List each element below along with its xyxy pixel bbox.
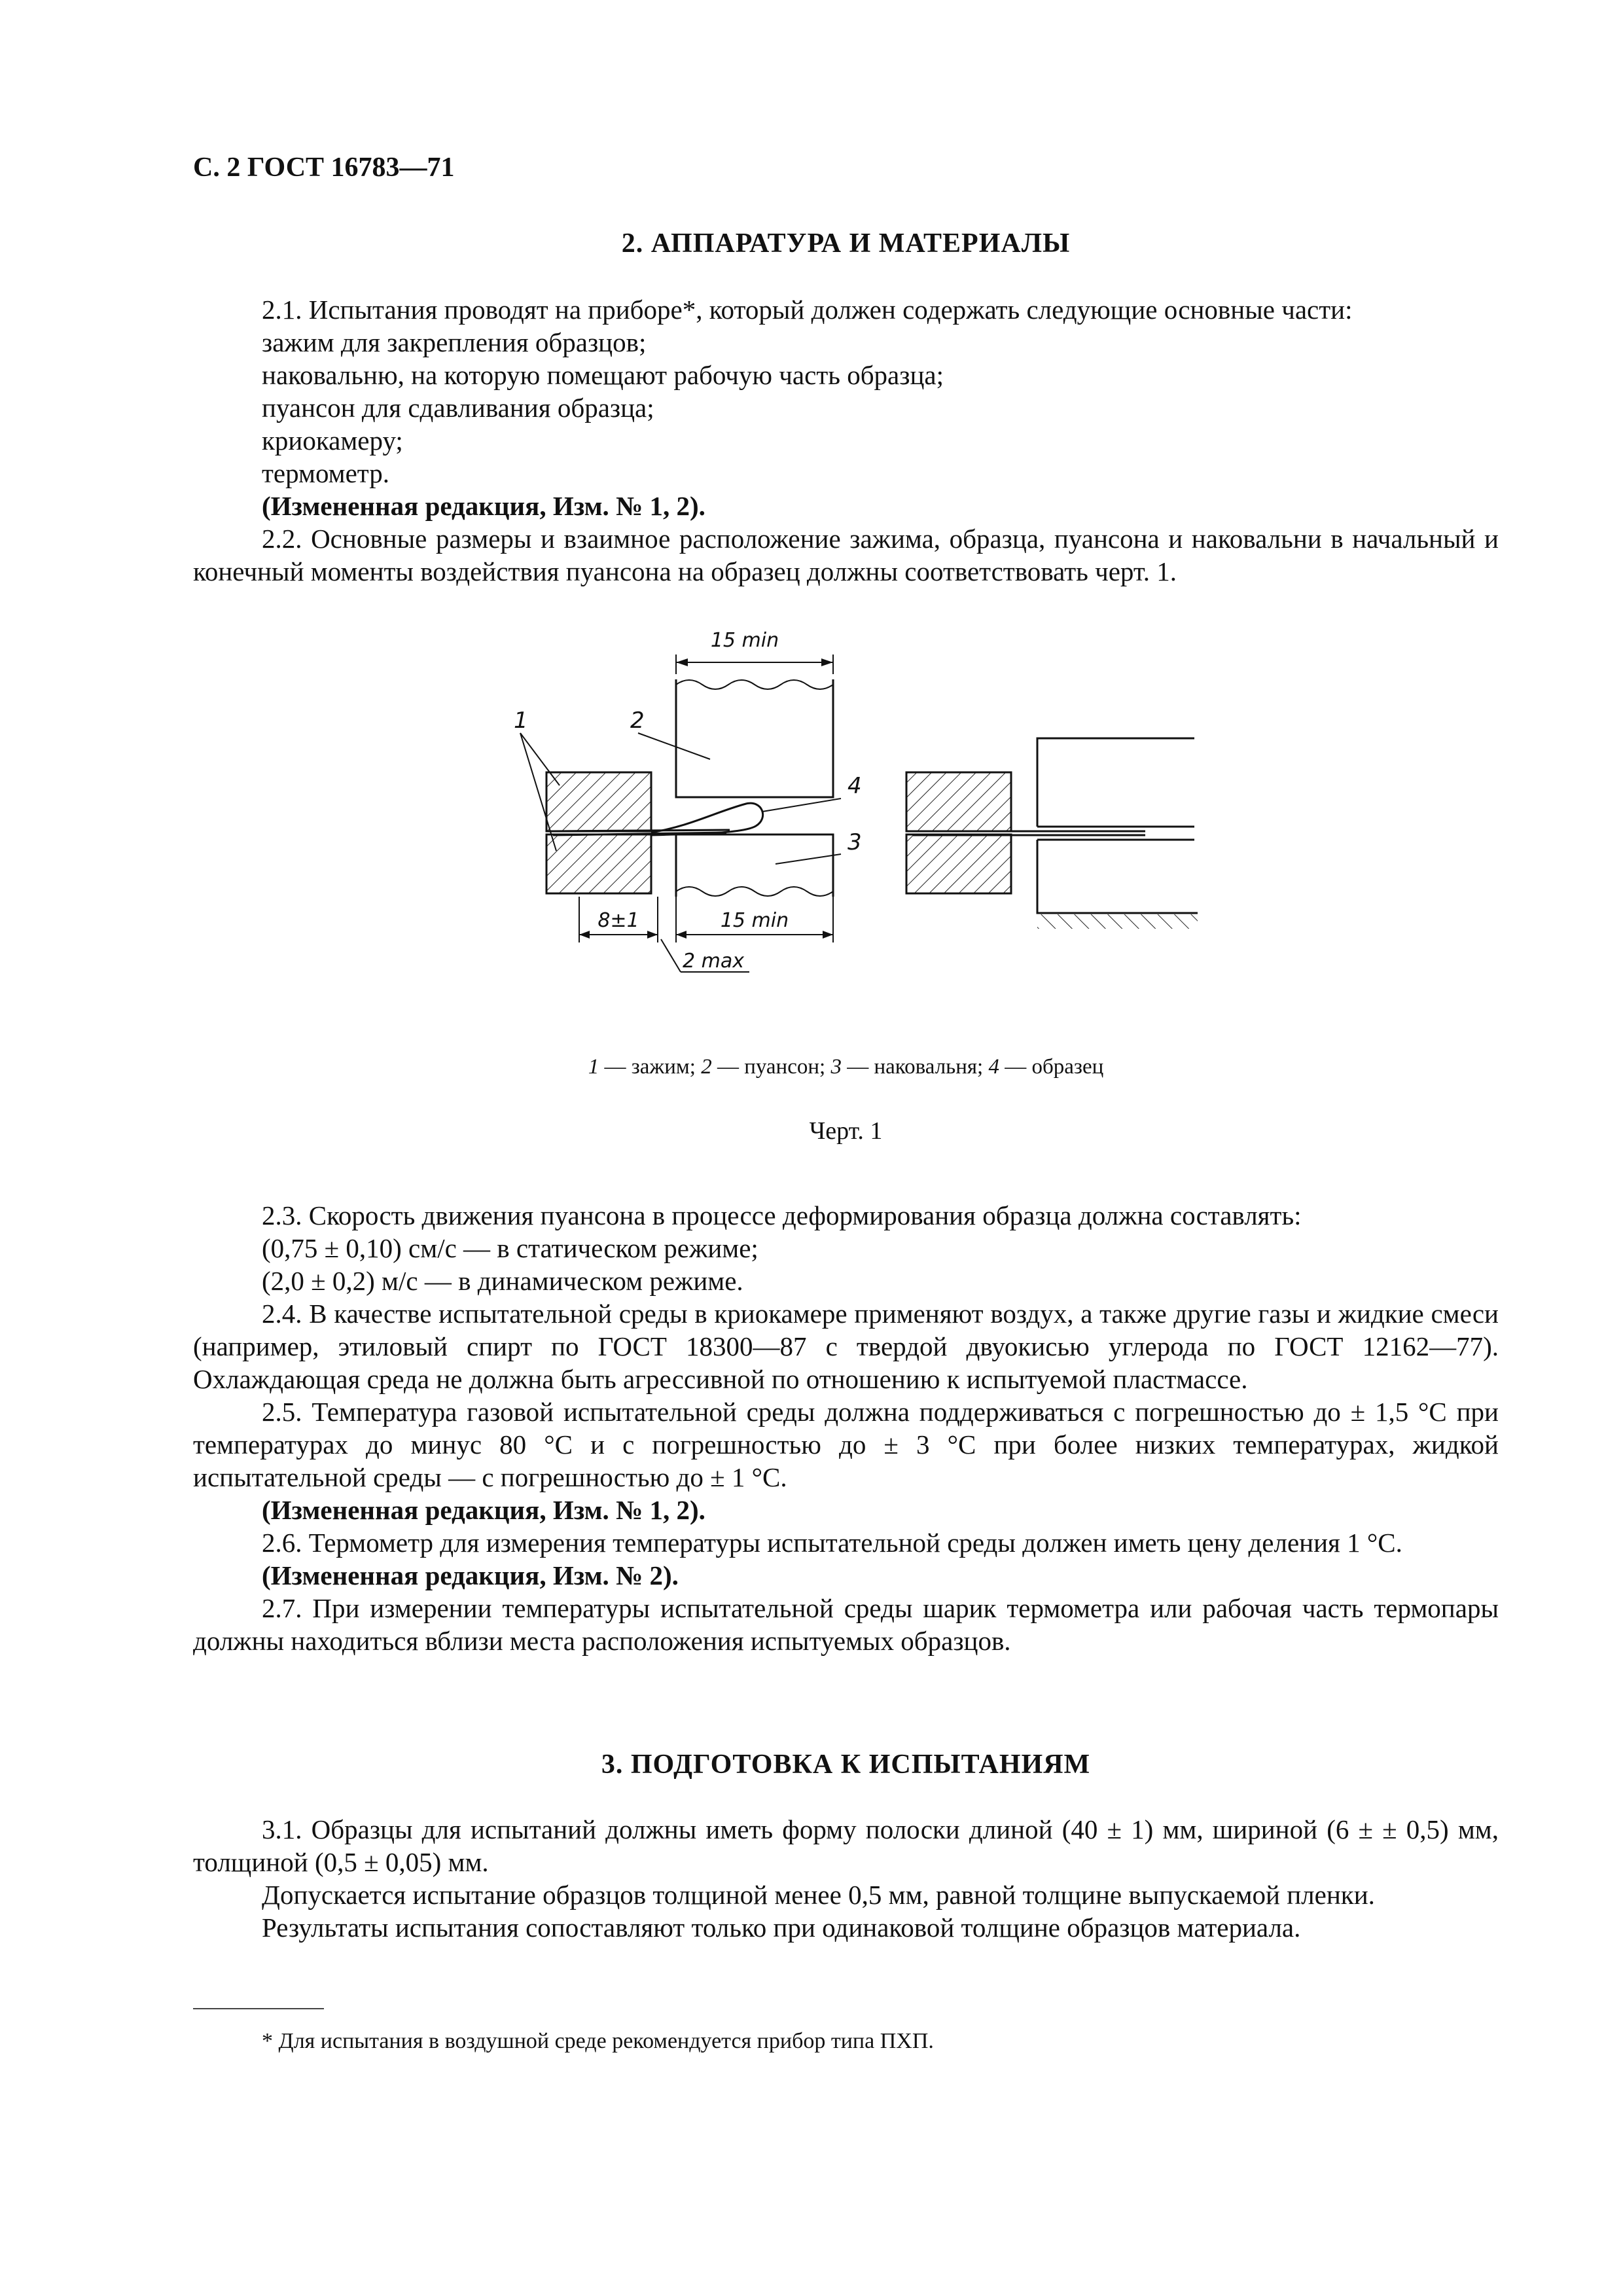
clamp-lower-block: [906, 834, 1011, 893]
section-3-title: 3. ПОДГОТОВКА К ИСПЫТАНИЯМ: [601, 1749, 1091, 1780]
label-3: 3: [847, 829, 862, 855]
list-item: пуансон для сдавливания образца;: [262, 393, 654, 423]
paragraph-3-1b: Допускается испытание образцов толщиной менее 0,5 мм, равной толщине выпускаемой пленки.: [262, 1880, 1375, 1910]
label-4: 4: [847, 773, 862, 799]
dim-bottom-label: 15 min: [720, 909, 789, 932]
caption-num: 2: [701, 1055, 712, 1079]
label-2: 2: [630, 708, 645, 734]
section-2-block-2: [193, 1199, 1499, 1657]
edit-note: (Измененная редакция, Изм. № 2).: [262, 1560, 679, 1590]
footnote-rule: [193, 2008, 324, 2009]
figure-final-state: [906, 738, 1198, 929]
clamp-upper-block: [906, 772, 1011, 831]
label-1: 1: [514, 708, 528, 734]
paragraph-2-1: 2.1. Испытания проводят на приборе*, который должен содержать следующие основные части:: [262, 295, 1353, 325]
paragraph-2-2: 2.2. Основные размеры и взаимное расположение зажима, образца, пуансона и наковальни в начальный и конечный моменты воздействия пуансона на образец должны соответствовать черт. 1.: [193, 524, 1499, 586]
list-item: (2,0 ± 0,2) м/с — в динамическом режиме.: [262, 1266, 743, 1296]
paragraph-2-7: 2.7. При измерении температуры испытательной среды шарик термометра или рабочая часть термопары должны находиться вблизи места расположения испытуемых образцов.: [193, 1593, 1499, 1656]
figure-1-drawing: [193, 0, 1499, 1047]
paragraph-2-4: 2.4. В качестве испытательной среды в криокамере применяют воздух, а также другие газы и жидкие смеси (например, этиловый спирт по ГОСТ 18300—87 с твердой двуокисью углерода по ГОСТ 12162—77). Охлаждающая среда не должна быть агрессивной по отношению к испытуемой пластмассе.: [193, 1299, 1499, 1394]
sample-strip: [553, 830, 730, 831]
page-header: С. 2 ГОСТ 16783—71: [193, 152, 455, 183]
caption-text: — пуансон;: [711, 1055, 831, 1079]
section-3-block: [193, 1813, 1499, 1944]
list-item: (0,75 ± 0,10) см/с — в статическом режиме;: [262, 1233, 758, 1263]
punch-block: [676, 679, 833, 797]
list-item: зажим для закрепления образцов;: [262, 327, 647, 357]
paragraph-3-1: 3.1. Образцы для испытаний должны иметь форму полоски длиной (40 ± 1) мм, шириной (6 ± ± 0,5) мм, толщиной (0,5 ± 0,05) мм.: [193, 1814, 1499, 1877]
caption-num: 4: [988, 1055, 999, 1079]
footnote: * Для испытания в воздушной среде рекомендуется прибор типа ПХП.: [262, 2029, 934, 2053]
caption-num: 3: [830, 1055, 842, 1079]
anvil-block: [676, 834, 833, 897]
paragraph-2-5: 2.5. Температура газовой испытательной среды должна поддерживаться с погрешностью до ± 1,5 °С при температурах до минус 80 °С и с погрешностью до ± 3 °С при более низких температурах, жидкой испытательной среды — с погрешностью до ± 1 °С.: [193, 1397, 1499, 1492]
caption-text: — образец: [999, 1055, 1104, 1079]
dim-gap-label: 2 max: [683, 950, 744, 973]
edit-note: (Измененная редакция, Изм. № 1, 2).: [262, 1495, 705, 1525]
paragraph-3-1c: Результаты испытания сопоставляют только при одинаковой толщине образцов материала.: [262, 1912, 1301, 1943]
list-item: наковальню, на которую помещают рабочую часть образца;: [262, 360, 944, 390]
dim-top-label: 15 min: [710, 629, 779, 652]
paragraph-2-6: 2.6. Термометр для измерения температуры испытательной среды должен иметь цену деления 1 °С.: [262, 1528, 1402, 1558]
edit-note: (Измененная редакция, Изм. № 1, 2).: [262, 491, 705, 521]
clamp-upper-block: [546, 772, 651, 831]
list-item: термометр.: [262, 458, 389, 488]
figure-title: Черт. 1: [809, 1117, 883, 1145]
paragraph-2-3: 2.3. Скорость движения пуансона в процессе деформирования образца должна составлять:: [262, 1200, 1302, 1230]
caption-text: — наковальня;: [841, 1055, 989, 1079]
clamp-lower-block: [546, 834, 651, 893]
section-2-title: 2. АППАРАТУРА И МАТЕРИАЛЫ: [621, 228, 1071, 259]
caption-text: — зажим;: [599, 1055, 702, 1079]
figure-caption: [193, 1055, 1499, 1079]
dim-clamp-label: 8±1: [597, 909, 639, 932]
caption-num: 1: [588, 1055, 599, 1079]
anvil-block: [1037, 840, 1194, 913]
figure-initial-state: [520, 655, 841, 972]
punch-block: [1037, 738, 1194, 827]
list-item: криокамеру;: [262, 425, 403, 456]
